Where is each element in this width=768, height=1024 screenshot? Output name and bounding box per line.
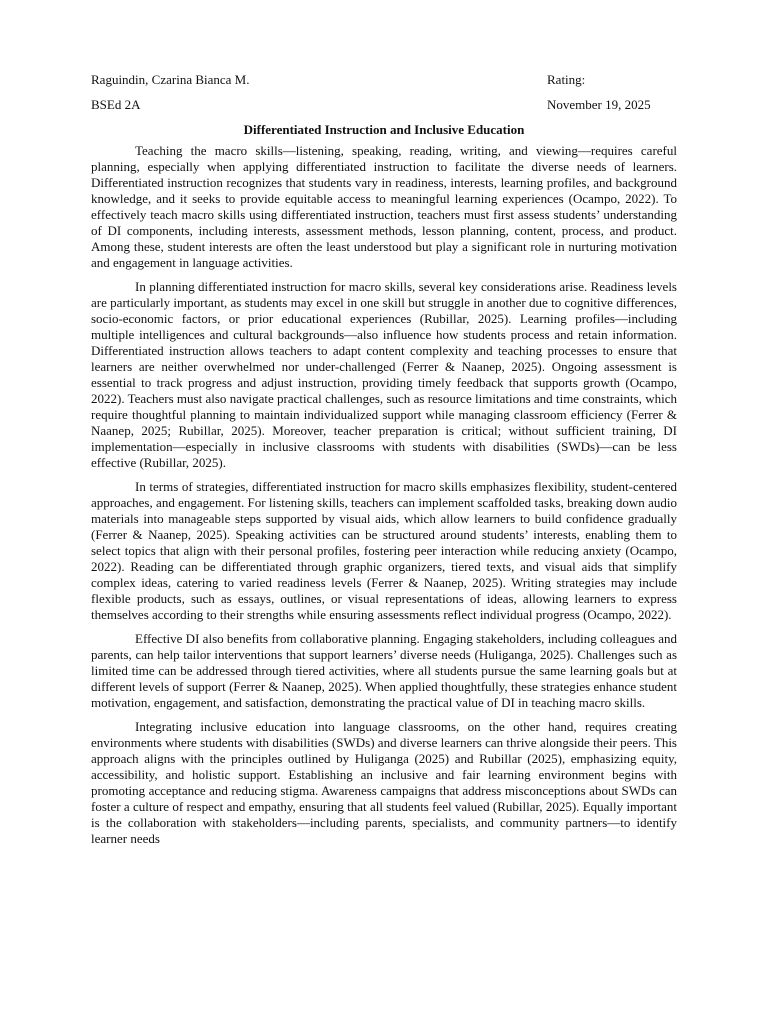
student-name: Raguindin, Czarina Bianca M. xyxy=(91,72,250,87)
document-title: Differentiated Instruction and Inclusive Education xyxy=(243,122,525,137)
paragraph-2: In planning differentiated instruction for macro skills, several key considerations arise. Readiness levels are particularly important, as students may excel in one skill but struggle in another due to cognitive differences, socio-economic factors, or prior educational experiences (Rubillar, 2025). Learning profiles—including multiple intelligences and cultural backgrounds—also influence how students process and retain information. Differentiated instruction allows teachers to adapt content complexity and teaching processes to ensure that learners are neither overwhelmed nor under-challenged (Ferrer & Naanep, 2025). Ongoing assessment is essential to track progress and adjust instruction, providing timely feedback that supports growth (Ocampo, 2022). Teachers must also navigate practical challenges, such as resource limitations and time constraints, which require thoughtful planning to maintain individualized support while managing classroom efficiency (Ferrer & Naanep, 2025; Rubillar, 2025). Moreover, teacher preparation is critical; without sufficient training, DI implementation—especially in inclusive classrooms with students with disabilities (SWDs)—can be less effective (Rubillar, 2025). xyxy=(91,279,677,470)
date-label: November 19, 2025 xyxy=(547,97,651,112)
header-row-name xyxy=(91,72,677,88)
paragraph-3: In terms of strategies, differentiated instruction for macro skills emphasizes flexibility, student-centered approaches, and engagement. For listening skills, teachers can implement scaffolded tasks, breaking down audio materials into manageable steps supported by visual aids, which allow learners to build confidence gradually (Ferrer & Naanep, 2025). Speaking activities can be structured around students’ interests, enabling them to select topics that align with their personal profiles, fostering peer interaction while reducing anxiety (Ocampo, 2022). Reading can be differentiated through graphic organizers, tiered texts, and visual aids that simplify complex ideas, catering to varied readiness levels (Ferrer & Naanep, 2025). Writing strategies may include flexible products, such as essays, outlines, or visual representations of ideas, allowing learners to express themselves according to their strengths while ensuring assessments reflect individual progress (Ocampo, 2022). xyxy=(91,479,677,622)
paragraph-1: Teaching the macro skills—listening, speaking, reading, writing, and viewing—requires careful planning, especially when applying differentiated instruction to facilitate the diverse needs of learners. Differentiated instruction recognizes that students vary in readiness, interests, learning profiles, and background knowledge, and it seeks to provide equitable access to meaningful learning experiences (Ocampo, 2022). To effectively teach macro skills using differentiated instruction, teachers must first assess students’ understanding of DI components, including interests, assessment methods, lesson planning, content, process, and product. Among these, student interests are often the least understood but play a significant role in nurturing motivation and engagement in language activities. xyxy=(91,143,677,270)
paragraph-5: Integrating inclusive education into language classrooms, on the other hand, requires creating environments where students with disabilities (SWDs) and diverse learners can thrive alongside their peers. This approach aligns with the principles outlined by Huliganga (2025) and Rubillar (2025), emphasizing equity, accessibility, and holistic support. Establishing an inclusive and fair learning environment begins with promoting acceptance and reducing stigma. Awareness campaigns that address misconceptions about SWDs can foster a culture of respect and empathy, ensuring that all students feel valued (Rubillar, 2025). Equally important is the collaboration with stakeholders—including parents, specialists, and community partners—to identify learner needs xyxy=(91,719,677,846)
rating-label: Rating: xyxy=(547,72,586,87)
section-label: BSEd 2A xyxy=(91,97,141,112)
paragraph-4: Effective DI also benefits from collaborative planning. Engaging stakeholders, including colleagues and parents, can help tailor interventions that support learners’ diverse needs (Huliganga, 2025). Challenges such as limited time can be addressed through tiered activities, where all students pursue the same learning goals but at different levels of support (Ferrer & Naanep, 2025). When applied thoughtfully, these strategies enhance student motivation, engagement, and satisfaction, demonstrating the practical value of DI in teaching macro skills. xyxy=(91,631,677,710)
header-row-section xyxy=(91,97,677,113)
document-page xyxy=(91,70,677,847)
